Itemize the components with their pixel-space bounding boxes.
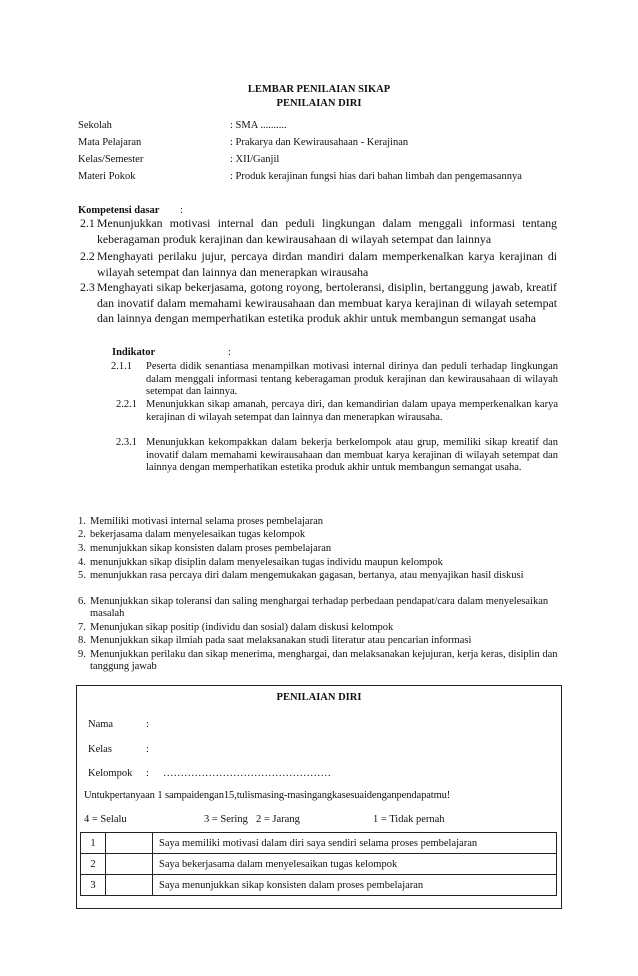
scale-1: 1 = Tidak pernah xyxy=(373,814,445,825)
instruction-text: Untukpertanyaan 1 sampaidengan15,tulismasing-masingangkasesuaidenganpendapatmu! xyxy=(84,790,451,801)
indikator-item xyxy=(116,399,558,424)
statement-cell: Saya memiliki motivasi dalam diri saya sendiri selama proses pembelajaran xyxy=(153,833,557,854)
list-number: 2. xyxy=(78,529,86,540)
list-text: Menunjukkan sikap ilmiah pada saat melaksanakan studi literatur atau pencarian informasi xyxy=(90,635,472,646)
kd-item xyxy=(80,280,557,327)
list-number: 3. xyxy=(78,543,86,554)
score-cell[interactable] xyxy=(106,854,153,875)
info-label-mapel: Mata Pelajaran xyxy=(78,137,142,148)
indikator-text: Peserta didik senantiasa menampilkan motivasi internal dirinya dan peduli terhadap lingkungan dalam menggali informasi tentang keberagaman produk kerajinan dan kewirausahaan di wilayah setempat dan lainnya. xyxy=(146,361,558,397)
kd-heading: Kompetensi dasar xyxy=(78,205,160,216)
kd-text: Menghayati sikap bekerjasama, gotong royong, bertoleransi, disiplin, bertanggung jawab, kreatif dan inovatif dalam memahami kewirausahaan dan membuat karya kerajinan di wilayah setempat dan lainnya dengan memperhatikan estetika produk akhir untuk membangun semangat usaha xyxy=(97,280,557,325)
score-cell[interactable] xyxy=(106,875,153,896)
statement-cell: Saya bekerjasama dalam menyelesaikan tugas kelompok xyxy=(153,854,557,875)
list-number: 6. xyxy=(78,596,86,607)
list-text: Menunjukkan perilaku dan sikap menerima, menghargai, dan melaksanakan kejujuran, kerja keras, disiplin dan tanggung jawab xyxy=(90,649,558,672)
indikator-item xyxy=(116,437,558,475)
assessment-table xyxy=(80,832,557,896)
list-item xyxy=(78,596,560,620)
info-label-kelas: Kelas/Semester xyxy=(78,154,144,165)
kelas-colon: : xyxy=(146,744,149,755)
list-number: 4. xyxy=(78,557,86,568)
indikator-heading: Indikator xyxy=(112,347,156,358)
kd-colon: : xyxy=(180,205,183,216)
table-row xyxy=(81,854,557,875)
indikator-number: 2.3.1 xyxy=(116,437,137,448)
nama-colon: : xyxy=(146,719,149,730)
assessment-title: PENILAIAN DIRI xyxy=(276,692,362,703)
list-text: Menunjukkan sikap toleransi dan saling menghargai terhadap perbedaan pendapat/cara dalam menyelesaikan masalah xyxy=(90,596,549,619)
kd-item xyxy=(80,216,557,247)
scale-4: 4 = Selalu xyxy=(84,814,127,825)
row-number: 3 xyxy=(81,875,106,896)
list-item xyxy=(78,557,560,569)
list-text: bekerjasama dalam menyelesaikan tugas kelompok xyxy=(90,529,306,540)
info-value-mapel: : Prakarya dan Kewirausahaan - Kerajinan xyxy=(230,137,409,148)
list-item xyxy=(78,516,560,528)
list-number: 9. xyxy=(78,649,86,660)
table-row xyxy=(81,833,557,854)
indikator-number: 2.1.1 xyxy=(111,361,132,372)
row-number: 2 xyxy=(81,854,106,875)
nama-label: Nama xyxy=(88,719,114,730)
indikator-colon: : xyxy=(228,347,231,358)
score-cell[interactable] xyxy=(106,833,153,854)
list-text: menunjukkan sikap disiplin dalam menyelesaikan tugas individu maupun kelompok xyxy=(90,557,443,568)
kd-number: 2.2 xyxy=(80,249,95,263)
table-row xyxy=(81,875,557,896)
kelompok-label: Kelompok xyxy=(88,768,133,779)
assessment-box xyxy=(76,685,562,909)
list-number: 1. xyxy=(78,516,86,527)
indikator-text: Menunjukkan kekompakkan dalam bekerja berkelompok atau grup, memiliki sikap kreatif dan inovatif dalam memahami kewirausahaan dan membuat karya kerajinan di wilayah setempat dan lainnya dengan memperhatikan estetika produk akhir untuk membangun semangat usaha. xyxy=(146,437,558,473)
list-item xyxy=(78,635,560,647)
kelompok-colon: : xyxy=(146,768,149,779)
list-number: 8. xyxy=(78,635,86,646)
kd-number: 2.1 xyxy=(80,216,95,230)
list-item xyxy=(78,622,560,634)
kd-number: 2.3 xyxy=(80,280,95,294)
list-item xyxy=(78,570,560,582)
info-value-materi: : Produk kerajinan fungsi hias dari bahan limbah dan pengemasannya xyxy=(230,171,522,182)
indikator-number: 2.2.1 xyxy=(116,399,137,410)
scale-3: 3 = Sering xyxy=(204,814,248,825)
list-number: 7. xyxy=(78,622,86,633)
scale-2: 2 = Jarang xyxy=(256,814,300,825)
list-item xyxy=(78,543,560,555)
statement-cell: Saya menunjukkan sikap konsisten dalam proses pembelajaran xyxy=(153,875,557,896)
info-label-sekolah: Sekolah xyxy=(78,120,112,131)
list-item xyxy=(78,649,560,673)
kelompok-field[interactable]: ………………………………………… xyxy=(163,768,331,779)
kelas-label: Kelas xyxy=(88,744,112,755)
page-title: LEMBAR PENILAIAN SIKAP xyxy=(247,84,391,95)
indikator-item xyxy=(111,361,558,399)
list-text: Memiliki motivasi internal selama proses pembelajaran xyxy=(90,516,323,527)
list-text: menunjukkan sikap konsisten dalam proses pembelajaran xyxy=(90,543,332,554)
info-value-kelas: : XII/Ganjil xyxy=(230,154,280,165)
kd-text: Menunjukkan motivasi internal dan peduli lingkungan dalam menggali informasi tentang keberagaman produk kerajinan dan kewirausahaan di wilayah setempat dan lainnya xyxy=(97,216,557,246)
page-subtitle: PENILAIAN DIRI xyxy=(276,98,362,109)
kd-text: Menghayati perilaku jujur, percaya dirdan mandiri dalam memperkenalkan karya kerajinan di wilayah setempat dan lainnya dan menerapkan wirausaha xyxy=(97,249,557,279)
info-label-materi: Materi Pokok xyxy=(78,171,136,182)
row-number: 1 xyxy=(81,833,106,854)
kd-item xyxy=(80,249,557,280)
list-item xyxy=(78,529,560,541)
info-value-sekolah: : SMA .......... xyxy=(230,120,287,131)
list-text: menunjukkan rasa percaya diri dalam mengemukakan gagasan, bertanya, atau menyajikan hasil diskusi xyxy=(90,570,524,581)
list-number: 5. xyxy=(78,570,86,581)
list-text: Menunjukan sikap positip (individu dan sosial) dalam diskusi kelompok xyxy=(90,622,394,633)
indikator-text: Menunjukkan sikap amanah, percaya diri, dan kemandirian dalam upaya memperkenalkan karya kerajinan di wilayah setempat dan lainnya dan menerapkan wirausaha. xyxy=(146,399,558,423)
